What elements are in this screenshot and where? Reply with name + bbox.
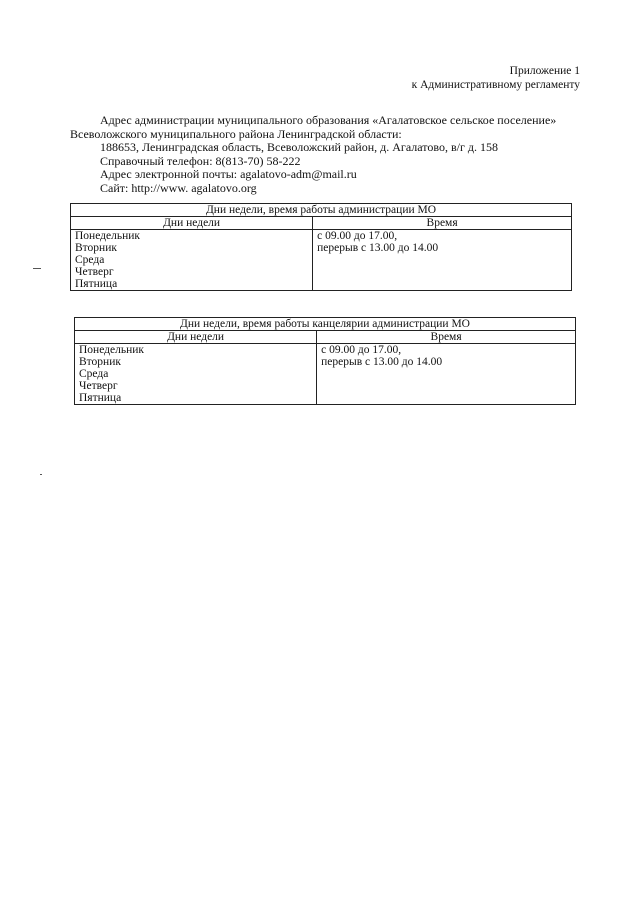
day-item: Пятница: [79, 392, 122, 404]
table-title: Дни недели, время работы администрации МО: [71, 204, 572, 217]
scan-mark: [40, 474, 42, 475]
column-header-days: Дни недели: [71, 217, 313, 230]
time-cell: [313, 230, 572, 291]
column-header-time: Время: [313, 217, 572, 230]
phone-number: Справочный телефон: 8(813-70) 58-222: [100, 153, 301, 168]
days-cell: [75, 344, 317, 405]
day-item: Понедельник: [75, 230, 140, 242]
days-cell: [71, 230, 313, 291]
day-item: Вторник: [79, 356, 121, 368]
day-item: Вторник: [75, 242, 117, 254]
scan-mark: [33, 268, 41, 269]
day-item: Пятница: [75, 278, 118, 290]
appendix-reference: к Административному регламенту: [411, 79, 580, 91]
break-hours: перерыв с 13.00 до 14.00: [321, 356, 443, 368]
break-hours: перерыв с 13.00 до 14.00: [317, 242, 439, 254]
address-block: [70, 114, 590, 195]
address-heading-continued: Всеволожского муниципального района Ленинградской области:: [70, 126, 402, 141]
working-hours: с 09.00 до 17.00,: [321, 344, 402, 356]
office-schedule-table: [74, 317, 576, 405]
working-hours: с 09.00 до 17.00,: [317, 230, 398, 242]
day-item: Понедельник: [79, 344, 144, 356]
time-cell: [317, 344, 576, 405]
day-item: Среда: [79, 368, 109, 380]
postal-address: 188653, Ленинградская область, Всеволожский район, д. Агалатово, в/г д. 158: [100, 140, 498, 154]
day-item: Четверг: [75, 266, 114, 278]
day-item: Среда: [75, 254, 105, 266]
column-header-days: Дни недели: [75, 331, 317, 344]
column-header-time: Время: [317, 331, 576, 344]
address-heading: Адрес администрации муниципального образования «Агалатовское сельское поселение»: [100, 113, 557, 127]
appendix-header: [412, 64, 580, 92]
table-title: Дни недели, время работы канцелярии администрации МО: [75, 318, 576, 331]
day-item: Четверг: [79, 380, 118, 392]
email-address: Адрес электронной почты: agalatovo-adm@mail.ru: [100, 167, 357, 181]
appendix-number: Приложение 1: [509, 65, 580, 77]
administration-schedule-table: [70, 203, 572, 291]
website: Сайт: http://www. agalatovo.org: [100, 180, 257, 195]
